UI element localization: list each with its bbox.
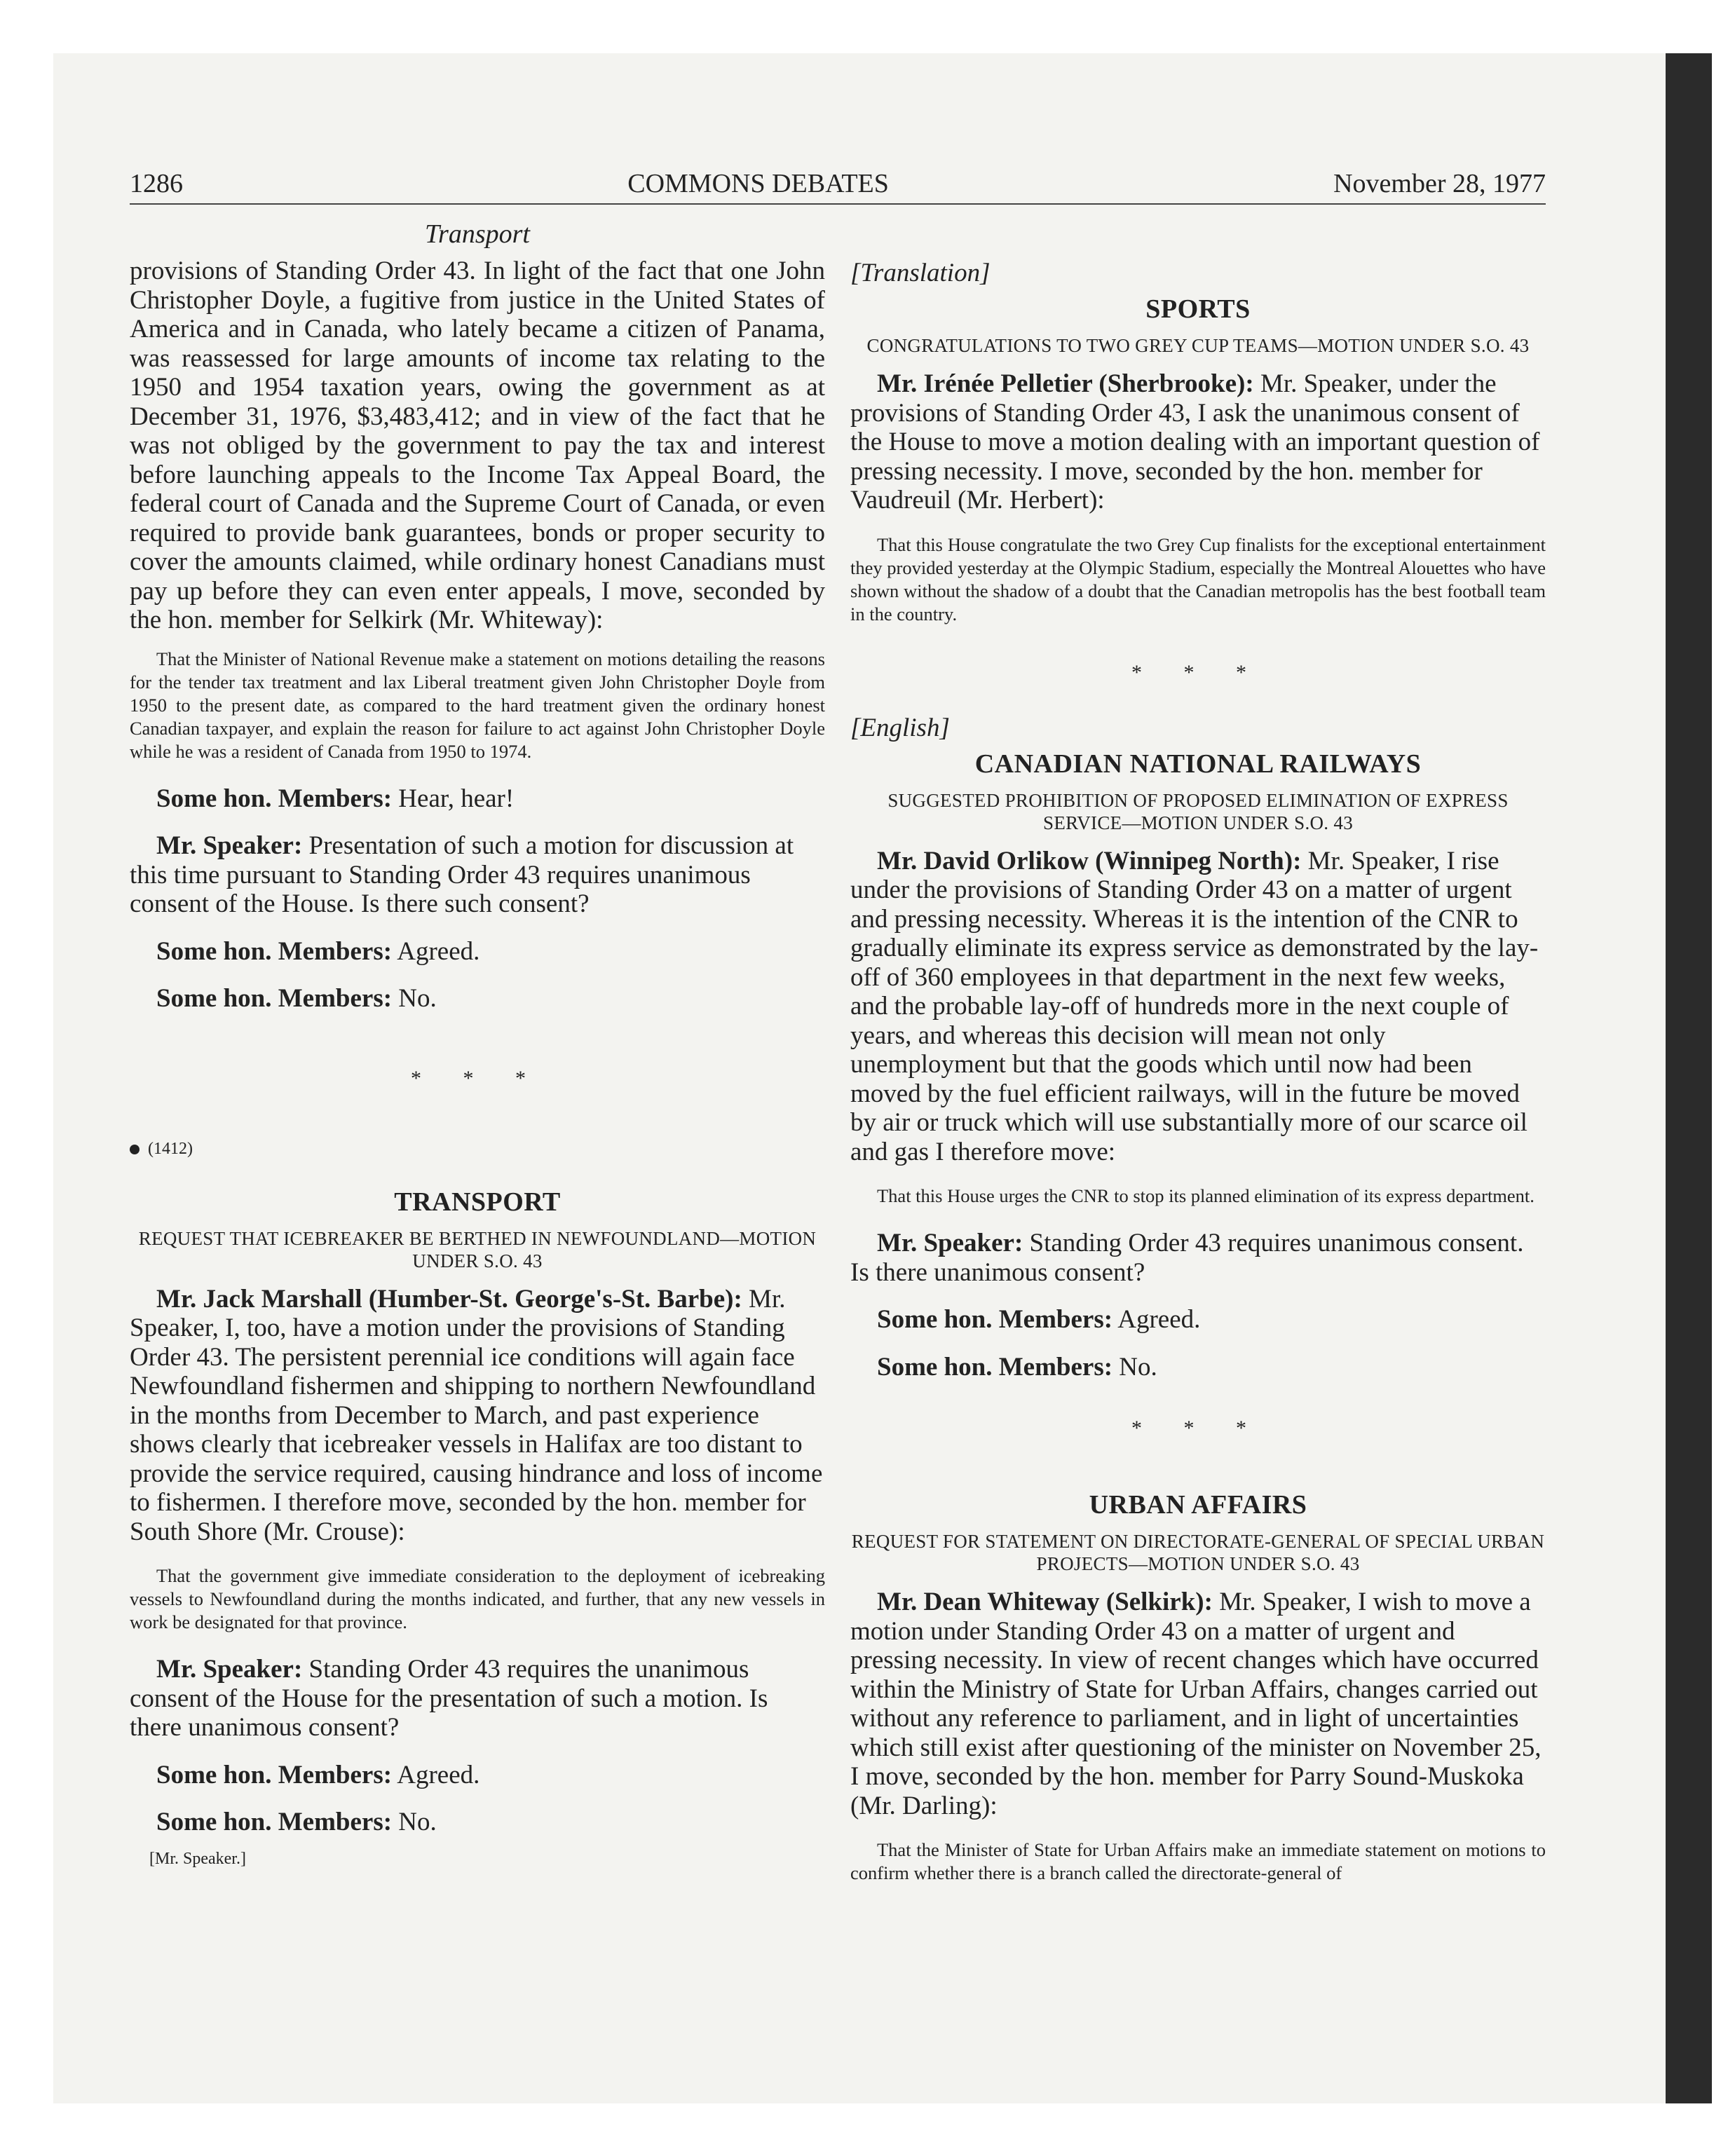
section-heading: TRANSPORT (394, 1187, 561, 1217)
speech-text: Presentation of such a motion for discussion at this time pursuant to Standing Order 43 requires unanimous consent of the House. Is there such consent? (130, 831, 794, 918)
speaker-name: Some hon. Members: (156, 784, 393, 813)
motion-text: That the Minister of State for Urban Affairs make an immediate statement on motions to confirm whether there is a branch called the directorate-general of (850, 1839, 1546, 1883)
section-heading: URBAN AFFAIRS (1089, 1490, 1307, 1520)
section-subheading: SUGGESTED PROHIBITION OF PROPOSED ELIMINATION OF EXPRESS SERVICE—MOTION UNDER S.O. 43 (887, 789, 1509, 833)
motion-text: That the government give immediate consideration to the deployment of icebreaking vessels to Newfoundland during the months indicated, and further, that any new vessels in work be designated for that province. (130, 1565, 825, 1632)
speech (130, 1285, 825, 1547)
scan-edge (1666, 53, 1712, 2103)
speaker-name: Mr. Speaker: (156, 1655, 303, 1684)
language-marker: [Translation] (850, 259, 991, 287)
language-marker: [English] (850, 713, 950, 742)
speech-text: Agreed. (397, 1760, 480, 1789)
speech-text: Mr. Speaker, I rise under the provisions of Standing Order 43 on a matter of urgent and pressing necessity. Whereas it is the intention of the CNR to gradually eliminate its express service as demonstrated by the lay-off of 360 employees in that department in the next few weeks, and the probable lay-off of hundreds more in the next couple of years, and whereas this decision will mean not only unemployment but that the goods which until now had been moved by the fuel efficient railways, will in the future be moved by air or truck which will use substantially more of our scarce oil and gas I therefore move: (850, 846, 1539, 1166)
speech-text: No. (1119, 1352, 1157, 1381)
speaker-name: Some hon. Members: (156, 1808, 393, 1836)
speech (130, 784, 825, 814)
speaker-name: Some hon. Members: (156, 936, 393, 966)
speech (850, 847, 1546, 1167)
publication-title: COMMONS DEBATES (627, 169, 889, 198)
speech-text: Standing Order 43 requires the unanimous consent of the House for the presentation of such a motion. Is there unanimous consent? (130, 1655, 768, 1742)
speaker-name: Some hon. Members: (156, 984, 393, 1013)
speech (130, 1808, 825, 1837)
running-topic: Transport (425, 219, 530, 249)
speech (130, 937, 825, 967)
section-separator: * * * (1131, 1417, 1265, 1440)
motion-text: That this House urges the CNR to stop its planned elimination of its express department. (877, 1185, 1535, 1206)
page-number: 1286 (130, 169, 183, 198)
speech (130, 1761, 825, 1790)
speaker-name: Mr. Speaker: (877, 1229, 1023, 1257)
time-marker (130, 1140, 825, 1159)
speech (850, 1588, 1546, 1820)
speech-text: Mr. Speaker, under the provisions of Standing Order 43, I ask the unanimous consent of the House to move a motion dealing with an important question of pressing necessity. I move, seconded by the hon. member for Vaudreuil (Mr. Herbert): (850, 369, 1540, 514)
speech-text: Mr. Speaker, I wish to move a motion under Standing Order 43 on a matter of urgent and pressing necessity. In view of recent changes which have occurred within the Ministry of State for Urban Affairs, changes carried out without any reference to parliament, and in light of uncertainties which still exist after questioning of the minister on November 25, I move, seconded by the hon. member for Parry Sound-Muskoka (Mr. Darling): (850, 1588, 1542, 1820)
speech (850, 1229, 1546, 1287)
speech-text: No. (398, 1808, 437, 1836)
motion-text: That the Minister of National Revenue make a statement on motions detailing the reasons for the tender tax treatment and lax Liberal treatment given John Christopher Doyle from 1950 to the present date, as compared to the hard treatment given the ordinary honest Canadian taxpayer, and explain the reason for failure to act against John Christopher Doyle while he was a resident of Canada from 1950 to 1974. (130, 648, 825, 762)
section-subheading: REQUEST THAT ICEBREAKER BE BERTHED IN NEWFOUNDLAND—MOTION UNDER S.O. 43 (138, 1227, 817, 1271)
section-heading: CANADIAN NATIONAL RAILWAYS (974, 749, 1422, 779)
speech-text: No. (398, 984, 437, 1013)
speech (850, 369, 1546, 515)
speech-text: Mr. Speaker, I, too, have a motion under the provisions of Standing Order 43. The persistent perennial ice conditions will again face Newfoundland fishermen and shipping to northern Newfoundland in the months from December to March, and past experience shows clearly that icebreaker vessels in Halifax are too distant to provide the service required, causing hindrance and loss of income to fishermen. I therefore move, seconded by the hon. member for South Shore (Mr. Crouse): (130, 1284, 823, 1546)
speech (130, 831, 825, 919)
speaker-name: Mr. Jack Marshall (Humber-St. George's-St. Barbe): (156, 1284, 742, 1314)
section-separator: * * * (411, 1066, 544, 1090)
speaker-name: Some hon. Members: (156, 1760, 393, 1789)
speech-text: Agreed. (1117, 1305, 1201, 1334)
intro-paragraph: provisions of Standing Order 43. In light of the fact that one John Christopher Doyle, a fugitive from justice in the United States of America and in Canada, who lately became a citizen of Panama, was reassessed for large amounts of income tax relating to the 1950 and 1954 taxation years, owing the government as at December 31, 1976, $3,483,412; and in view of the fact that he was not obliged by the government to pay the tax and interest before launching appeals to the Income Tax Appeal Board, the federal court of Canada and the Supreme Court of Canada, or even required to provide bank guarantees, bonds or proper security to cover the amounts claimed, while ordinary honest Canadians must pay up before they can even enter appeals, I move, seconded by the hon. member for Selkirk (Mr. Whiteway): (130, 257, 825, 634)
speaker-name: Some hon. Members: (877, 1305, 1113, 1334)
speaker-name: Some hon. Members: (877, 1352, 1113, 1381)
speaker-name: Mr. Irénée Pelletier (Sherbrooke): (877, 369, 1254, 398)
speech (850, 1353, 1546, 1382)
speech (130, 1655, 825, 1742)
page-date: November 28, 1977 (1333, 169, 1546, 198)
section-separator: * * * (1131, 660, 1265, 684)
speaker-name: Mr. Dean Whiteway (Selkirk): (877, 1588, 1213, 1616)
speech-text: Agreed. (397, 936, 480, 966)
continuation-reference: [Mr. Speaker.] (149, 1849, 246, 1868)
section-subheading: REQUEST FOR STATEMENT ON DIRECTORATE-GENERAL OF SPECIAL URBAN PROJECTS—MOTION UNDER S.O. 43 (851, 1531, 1545, 1574)
page-header (130, 168, 1546, 205)
time-marker-text: (1412) (148, 1139, 193, 1158)
speech-text: Hear, hear! (398, 784, 515, 813)
section-subheading: CONGRATULATIONS TO TWO GREY CUP TEAMS—MOTION UNDER S.O. 43 (866, 335, 1530, 356)
section-heading: SPORTS (1145, 294, 1251, 324)
speech (850, 1305, 1546, 1335)
motion-text: That this House congratulate the two Grey Cup finalists for the exceptional entertainment they provided yesterday at the Olympic Stadium, especially the Montreal Alouettes who have shown without the shadow of a doubt that the Canadian metropolis has the best football team in the country. (850, 533, 1546, 625)
speaker-name: Mr. Speaker: (156, 831, 303, 860)
speaker-name: Mr. David Orlikow (Winnipeg North): (877, 846, 1302, 875)
bullet-icon (130, 1145, 140, 1154)
speech (130, 984, 825, 1014)
left-column (130, 219, 825, 1869)
right-column (850, 258, 1546, 1906)
speech-text: Standing Order 43 requires unanimous consent. Is there unanimous consent? (850, 1229, 1524, 1287)
